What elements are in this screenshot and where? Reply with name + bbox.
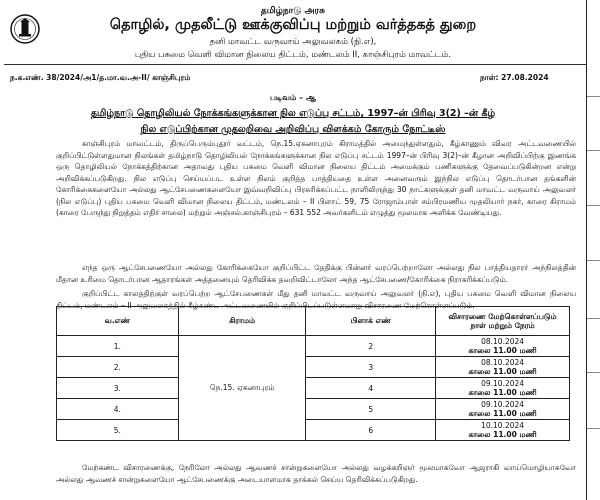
hearing-date: 09.10.2024 <box>481 379 525 388</box>
body-paragraph-2: எந்த ஒரு ஆட்சேபணையோ அல்லது கோரிக்கையோ குறிப்பிட்ட தேதிக்கு பின்னர் வரப்பெற்றாலோ அல்லது நில பாத்தியதாரர் அந்நிலத்தின் மீதான உரிமை தொடர்பான ஆதாரங்கள் அத்தனையும் தெரிவிக்க தவறிவிட்டாலோ அந்த ஆட்சேபணை/கோரிக்கை நிராகரிக்கப்படும். <box>56 263 576 284</box>
cell-block: 2 <box>306 336 436 357</box>
cell-sno: 4. <box>57 399 179 420</box>
hearing-time: காலை 11.00 மணி <box>468 388 537 397</box>
cell-sno: 2. <box>57 357 179 378</box>
hearing-time: காலை 11.00 மணி <box>468 346 537 355</box>
cell-hearing <box>436 336 570 357</box>
cell-village: நெ.15. ஏகனாபுரம் <box>178 336 306 441</box>
column-header-hearing <box>436 307 570 336</box>
table-row <box>57 336 570 357</box>
cell-sno: 1. <box>57 336 179 357</box>
cell-hearing <box>436 378 570 399</box>
body-paragraph-4: மேற்கண்ட விசாரணைக்கு, நேரிலோ அல்லது ஆவணச் சான்றுகளையோ அல்லது வழக்கறிஞர் மூலமாகவோ ஆஜராகி வாய்மொழியாகவோ அல்லது ஆவணச் சான்றுகளையோ ஆட்சேபணைக்கு அடையாளமாக தாக்கல் செய்ய தெரிவிக்கப்படுகிறது. <box>56 463 576 484</box>
column-header-village: கிராமம் <box>178 307 306 336</box>
cell-sno: 3. <box>57 378 179 399</box>
cell-sno: 5. <box>57 420 179 441</box>
body-paragraph-3: குறிப்பிட்ட காலத்திற்குள் வரப்பெற்ற ஆட்சேபணைகள் மீது தனி மாவட்ட வருவாய் அலுவலர் (நி.எ), புதிய பசுமை வெளி விமான நிலைய திட்டம், மண்டலம் – II அலுவலகத்தில் கீழ்கண்ட அட்டவணையில் குறிப்பிடப்படுள்ளவாறு விசாரணை மேற்கொள்ளப்படும். <box>56 289 576 310</box>
cell-hearing <box>436 420 570 441</box>
hearing-schedule-table <box>56 306 570 441</box>
office-line-2: புதிய பசுமை வெளி விமான நிலைய திட்டம், மண்டலம் II, காஞ்சிபுரம் மாவட்டம். <box>134 50 452 60</box>
table-row <box>57 378 570 399</box>
form-label: படிவம் – ஆ <box>269 93 317 102</box>
notice-title-line-2: நில எடுப்பிற்கான முதலறிவை அறிவிப்பு விளக்கம் கோரும் நோட்டீஸ் <box>140 124 446 135</box>
hearing-header-line-2: நாள் மற்றும் நேரம் <box>470 321 535 330</box>
hearing-date: 08.10.2024 <box>481 358 525 367</box>
column-header-sno: வ.எண் <box>57 307 179 336</box>
divider <box>587 372 600 373</box>
body-paragraph-1: காஞ்சிபுரம் மாவட்டம், திருப்பெரும்புதூர் வட்டம், நெ.15.ஏகனாபுரம் கிராமத்தில் அமைந்துள்ளதும், கீழ்காணும் விவர அட்டவணையில் குறிப்பிட்டுள்ளதுமான நிலங்கள் தமிழ்நாடு தொழிலியல் நோக்கங்களுக்கான நில எடுப்பு சட்டம் 1997–ன் பிரிவு 3(2)–ன் கீழான அறிவிப்பிற்கு இணங்க ஒரு தொழிலியல் நோக்கத்திற்கான அதாவது புதிய பசுமை வெளி விமான நிலைய திட்டம் அமைக்கும் பணிகளுக்கு தேவைப்படுகின்றன என்று அறிவிக்கப்படுகிறது. நில எடுப்பு செய்யப்பட உள்ள நிலம் குறித்த பாத்தியதை உள்ள அனைவரும் இந்நில எடுப்பு தொடர்பான தங்களின் கோரிக்கைகளையோ அல்லது ஆட்சேபணைகளையோ இவ்வறிவிப்பு பிரசுரிக்கப்பட்ட நாளிலிருந்து 30 நாட்களுக்குள் தனி மாவட்ட வருவாய் அலுவலர் (நில எடுப்பு) புதிய பசுமை வெளி விமான நிலைய திட்டம், மண்டலம் – II பிளாட் 59, 75 ரோஜாம்பாள் சம்பிரமணிய முதலியார் நகர், காரை கிராமம் (காரை பேருந்து நிறுத்தம் எதிர் சாலை) மற்றும் அஞ்சல்.காஞ்சிபுரம் – 631 552 அவர்களிடம் எழுத்து மூலமாக அளிக்க வேண்டியது. <box>56 139 576 217</box>
table-row <box>57 399 570 420</box>
table-row <box>57 420 570 441</box>
government-name: தமிழ்நாடு அரசு <box>260 6 326 16</box>
hearing-date: 10.10.2024 <box>481 421 525 430</box>
divider <box>587 150 600 151</box>
header-divider <box>4 64 586 65</box>
cell-block: 6 <box>306 420 436 441</box>
notice-title-line-1: தமிழ்நாடு தொழிலியல் நோக்கங்களுக்கான நில எடுப்பு சட்டம், 1997–ன் பிரிவு 3(2) –ன் கீழ் <box>90 108 496 119</box>
hearing-time: காலை 11.00 மணி <box>468 430 537 439</box>
cell-hearing <box>436 399 570 420</box>
hearing-date: 09.10.2024 <box>481 400 525 409</box>
reference-number: ந.க.எண். 38/2024/அ1/த.மா.வ.அ-II/ காஞ்சிபுரம் <box>10 73 191 82</box>
hearing-time: காலை 11.00 மணி <box>468 367 537 376</box>
column-header-block: பிளாக் எண் <box>306 307 436 336</box>
adjacent-page-edge <box>586 0 600 500</box>
divider <box>587 318 600 319</box>
divider <box>587 428 600 429</box>
hearing-time: காலை 11.00 மணி <box>468 409 537 418</box>
divider <box>587 260 600 261</box>
notice-date: நாள்: 27.08.2024 <box>480 73 549 82</box>
office-line-1: தனி மாவட்ட வருவாய் அலுவலகம் (நி.எ), <box>209 37 377 47</box>
cell-hearing <box>436 357 570 378</box>
table-header-row <box>57 307 570 336</box>
cell-block: 3 <box>306 357 436 378</box>
hearing-date: 08.10.2024 <box>481 337 525 346</box>
table-row <box>57 357 570 378</box>
divider <box>587 96 600 97</box>
cell-block: 4 <box>306 378 436 399</box>
cell-block: 5 <box>306 399 436 420</box>
department-name: தொழில், முதலீட்டு ஊக்குவிப்பு மற்றும் வர்த்தகத் துறை <box>109 17 477 33</box>
divider <box>587 205 600 206</box>
hearing-header-line-1: விசாரணை மேற்கொள்ளப்படும் <box>448 312 557 321</box>
